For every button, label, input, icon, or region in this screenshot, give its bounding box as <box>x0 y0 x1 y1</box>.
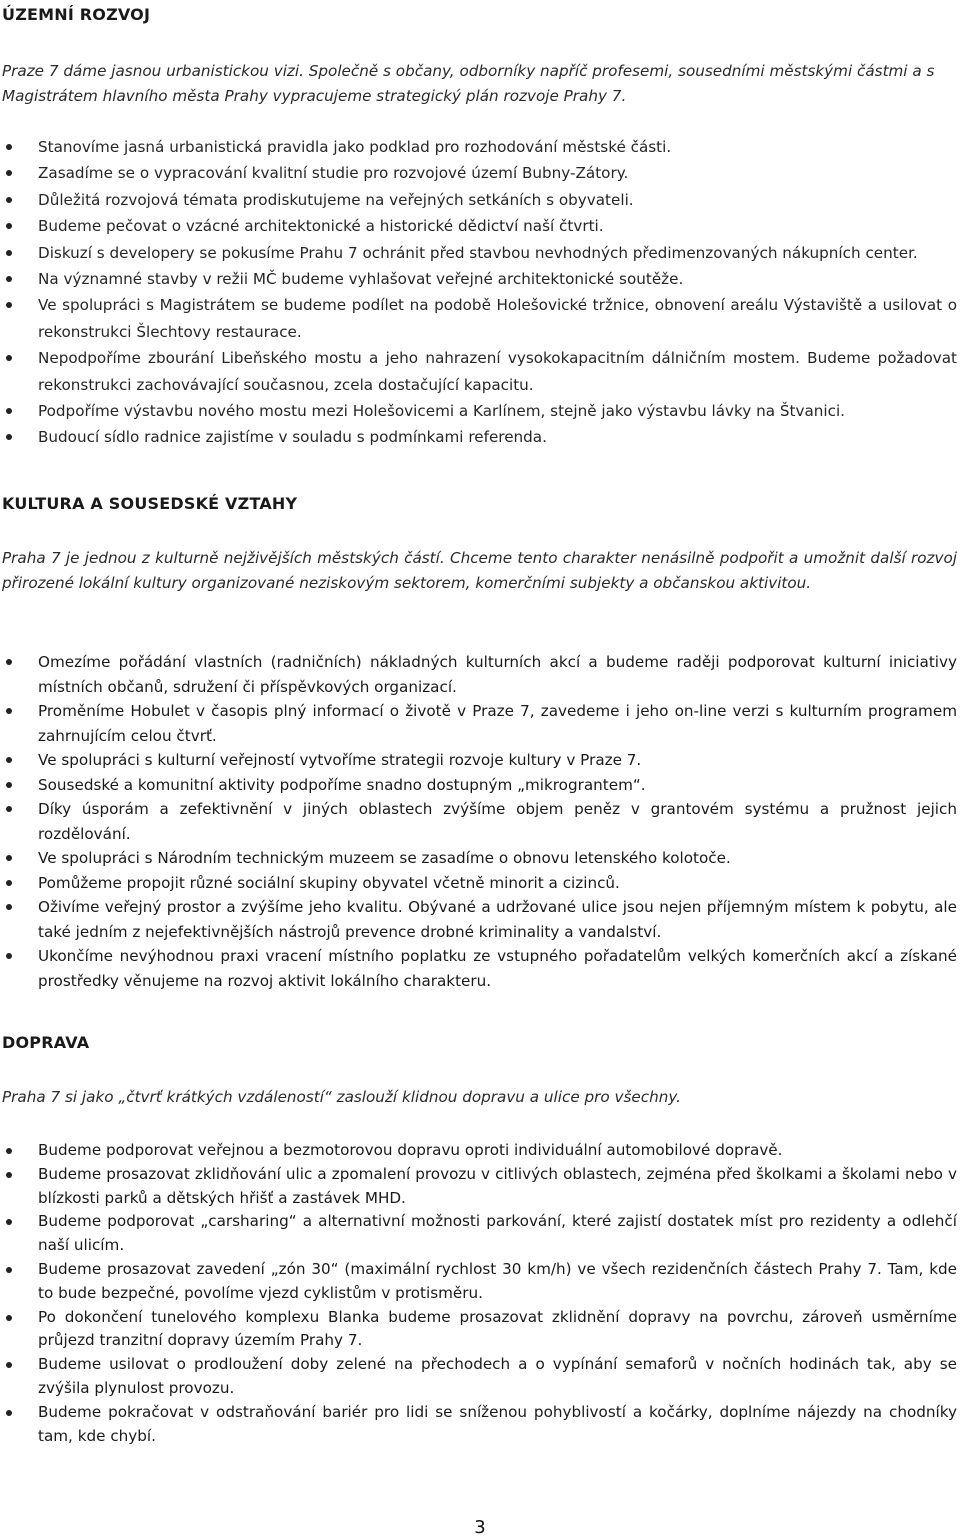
section-heading-uzemni-rozvoj: ÚZEMNÍ ROZVOJ <box>2 5 151 24</box>
list-item: Ve spolupráci s Magistrátem se budeme podílet na podobě Holešovické tržnice, obnovení areálu Výstaviště a usilovat o rekonstrukci Šlechtovy restaurace. <box>0 292 957 345</box>
page-number: 3 <box>474 1517 486 1538</box>
list-item: Oživíme veřejný prostor a zvýšíme jeho kvalitu. Obývané a udržované ulice jsou nejen příjemným místem k pobytu, ale také jedním z nejefektivnějších nástrojů prevence drobné kriminality a vandalství. <box>0 895 957 944</box>
list-item: Budeme podporovat „carsharing“ a alternativní možnosti parkování, které zajistí dostatek míst pro rezidenty a odlehčí naší ulicím. <box>0 1210 957 1258</box>
list-item: Budeme prosazovat zavedení „zón 30“ (maximální rychlost 30 km/h) ve všech rezidenčních částech Prahy 7. Tam, kde to bude bezpečné, povolíme vjezd cyklistům v protisměru. <box>0 1258 957 1306</box>
list-item: Ve spolupráci s kulturní veřejností vytvoříme strategii rozvoje kultury v Praze 7. <box>0 748 957 773</box>
list-item: Diskuzí s developery se pokusíme Prahu 7 ochránit před stavbou nevhodných předimenzovaných nákupních center. <box>0 240 957 266</box>
section-intro: Praha 7 si jako „čtvrť krátkých vzdáleností“ zaslouží klidnou dopravu a ulice pro všechny. <box>2 1088 681 1106</box>
list-item: Sousedské a komunitní aktivity podpoříme snadno dostupným „mikrograntem“. <box>0 773 957 798</box>
section-heading-doprava: DOPRAVA <box>2 1033 90 1052</box>
list-item: Proměníme Hobulet v časopis plný informací o životě v Praze 7, zavedeme i jeho on-line verzi s kulturním programem zahrnujícím celou čtvrť. <box>0 699 957 748</box>
bullet-list <box>0 650 957 993</box>
list-item: Budeme podporovat veřejnou a bezmotorovou dopravu oproti individuální automobilové dopravě. <box>0 1139 957 1163</box>
section-intro: Praze 7 dáme jasnou urbanistickou vizi. Společně s občany, odborníky napříč profesemi, sousedními městskými částmi a s Magistrátem hlavního města Prahy vypracujeme strategický plán rozvoje Prahy 7. <box>2 62 935 105</box>
list-item: Ukončíme nevýhodnou praxi vracení místního poplatku ze vstupného pořadatelům velkých komerčních akcí a získané prostředky věnujeme na rozvoj aktivit lokálního charakteru. <box>0 944 957 993</box>
list-item: Ve spolupráci s Národním technickým muzeem se zasadíme o obnovu letenského kolotoče. <box>0 846 957 871</box>
list-item: Důležitá rozvojová témata prodiskutujeme na veřejných setkáních s obyvateli. <box>0 187 957 213</box>
section-heading-kultura: KULTURA A SOUSEDSKÉ VZTAHY <box>2 494 298 513</box>
bullet-list <box>0 134 957 451</box>
list-item: Na významné stavby v režii MČ budeme vyhlašovat veřejné architektonické soutěže. <box>0 266 957 292</box>
bullet-list <box>0 1139 957 1448</box>
list-item: Zasadíme se o vypracování kvalitní studie pro rozvojové území Bubny-Zátory. <box>0 160 957 186</box>
list-item: Podpoříme výstavbu nového mostu mezi Holešovicemi a Karlínem, stejně jako výstavbu lávky na Štvanici. <box>0 398 957 424</box>
list-item: Pomůžeme propojit různé sociální skupiny obyvatel včetně minorit a cizinců. <box>0 871 957 896</box>
section-intro: Praha 7 je jednou z kulturně nejživějších městských částí. Chceme tento charakter nenásilně podpořit a umožnit další rozvoj přirozené lokální kultury organizované neziskovým sektorem, komerčními subjekty a občanskou aktivitou. <box>2 549 957 592</box>
list-item: Díky úsporám a zefektivnění v jiných oblastech zvýšíme objem peněz v grantovém systému a pružnost jejich rozdělování. <box>0 797 957 846</box>
list-item: Budeme usilovat o prodloužení doby zelené na přechodech a o vypínání semaforů v nočních hodinách tak, aby se zvýšila plynulost provozu. <box>0 1353 957 1401</box>
list-item: Omezíme pořádání vlastních (radničních) nákladných kulturních akcí a budeme raději podporovat kulturní iniciativy místních občanů, sdružení či příspěvkových organizací. <box>0 650 957 699</box>
list-item: Stanovíme jasná urbanistická pravidla jako podklad pro rozhodování městské části. <box>0 134 957 160</box>
list-item: Budoucí sídlo radnice zajistíme v souladu s podmínkami referenda. <box>0 424 957 450</box>
list-item: Po dokončení tunelového komplexu Blanka budeme prosazovat zklidnění dopravy na povrchu, zároveň usměrníme průjezd tranzitní dopravy územím Prahy 7. <box>0 1306 957 1354</box>
list-item: Budeme pokračovat v odstraňování bariér pro lidi se sníženou pohyblivostí a kočárky, doplníme nájezdy na chodníky tam, kde chybí. <box>0 1401 957 1449</box>
list-item: Nepodpoříme zbourání Libeňského mostu a jeho nahrazení vysokokapacitním dálničním mostem. Budeme požadovat rekonstrukci zachovávající současnou, zcela dostačující kapacitu. <box>0 345 957 398</box>
list-item: Budeme pečovat o vzácné architektonické a historické dědictví naší čtvrti. <box>0 213 957 239</box>
list-item: Budeme prosazovat zklidňování ulic a zpomalení provozu v citlivých oblastech, zejména před školkami a školami nebo v blízkosti parků a dětských hřišť a zastávek MHD. <box>0 1163 957 1211</box>
